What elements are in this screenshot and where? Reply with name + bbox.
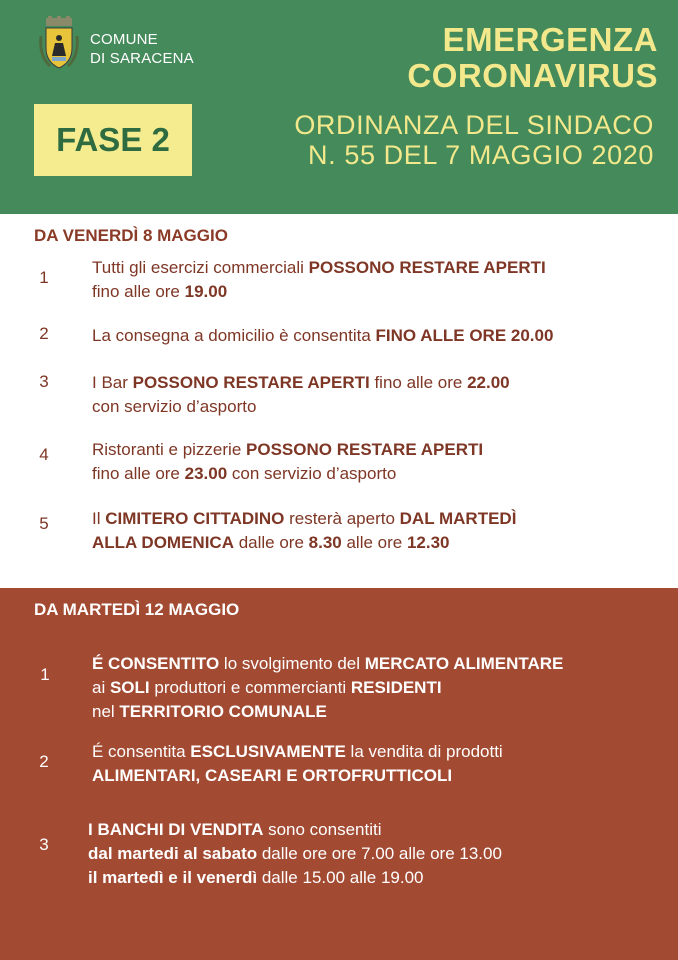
text-run-bold: POSSONO RESTARE APERTI bbox=[132, 373, 370, 392]
fase-label: FASE 2 bbox=[56, 121, 170, 158]
text-run: ai bbox=[92, 678, 110, 697]
item-number: 1 bbox=[40, 665, 50, 684]
section-from-may-8 bbox=[0, 214, 678, 588]
fase-badge bbox=[34, 104, 192, 176]
item-text bbox=[92, 438, 662, 486]
text-run-bold: I BANCHI DI VENDITA bbox=[88, 820, 264, 839]
text-run: produttori e commercianti bbox=[149, 678, 351, 697]
text-run-bold: ALLA DOMENICA bbox=[92, 533, 234, 552]
text-run: dalle ore bbox=[233, 533, 309, 552]
item-text bbox=[92, 740, 662, 788]
text-run: fino alle ore bbox=[369, 373, 468, 392]
item-number: 2 bbox=[39, 752, 49, 771]
text-run: lo svolgimento del bbox=[219, 654, 365, 673]
text-run: Il bbox=[92, 509, 106, 528]
ordinanza-line-2: N. 55 DEL 7 MAGGIO 2020 bbox=[308, 140, 654, 170]
text-run-bold: 23.00 bbox=[184, 464, 228, 483]
text-run-bold: POSSONO RESTARE APERTI bbox=[246, 440, 484, 459]
text-run-bold: É CONSENTITO bbox=[92, 654, 220, 673]
text-run: con servizio d’asporto bbox=[227, 464, 397, 483]
ordinanza-line-1: ORDINANZA DEL SINDACO bbox=[294, 110, 654, 140]
item-text bbox=[92, 324, 662, 348]
section-from-may-12 bbox=[0, 588, 678, 960]
text-run: alle ore bbox=[341, 533, 407, 552]
text-run-bold: FINO ALLE ORE 20.00 bbox=[375, 326, 554, 345]
ordinanza-subtitle bbox=[294, 110, 654, 170]
item-text bbox=[92, 256, 662, 304]
text-run-bold: POSSONO RESTARE APERTI bbox=[308, 258, 546, 277]
text-run: I Bar bbox=[92, 373, 133, 392]
item-text bbox=[92, 652, 662, 724]
text-run: resterà aperto bbox=[284, 509, 400, 528]
text-run: Ristoranti e pizzerie bbox=[92, 440, 247, 459]
text-run: dalle ore ore 7.00 alle ore 13.00 bbox=[257, 844, 502, 863]
text-run-bold: 22.00 bbox=[467, 373, 510, 392]
page-title bbox=[407, 22, 658, 94]
section-heading: DA MARTEDÌ 12 MAGGIO bbox=[34, 600, 240, 619]
text-run: sono consentiti bbox=[263, 820, 382, 839]
item-number: 3 bbox=[39, 835, 49, 854]
section-heading: DA VENERDÌ 8 MAGGIO bbox=[34, 226, 228, 245]
text-run-bold: CIMITERO CITTADINO bbox=[105, 509, 285, 528]
title-line-2: CORONAVIRUS bbox=[407, 57, 658, 94]
coat-of-arms-icon bbox=[38, 16, 80, 72]
comune-line-1: COMUNE bbox=[90, 31, 158, 48]
item-number: 4 bbox=[39, 445, 49, 464]
item-text bbox=[88, 818, 658, 890]
text-run-bold: dal martedi al sabato bbox=[88, 844, 258, 863]
text-run-bold: DAL MARTEDÌ bbox=[399, 509, 517, 528]
text-run: fino alle ore bbox=[92, 464, 185, 483]
item-number: 1 bbox=[39, 268, 49, 287]
text-run-bold: 19.00 bbox=[184, 282, 228, 301]
text-run-bold: 12.30 bbox=[406, 533, 450, 552]
comune-name bbox=[90, 30, 194, 68]
text-run: dalle 15.00 alle 19.00 bbox=[257, 868, 424, 887]
comune-line-2: DI SARACENA bbox=[90, 50, 194, 67]
text-run: con servizio d’asporto bbox=[92, 397, 257, 416]
item-text bbox=[92, 507, 662, 555]
text-run-bold: ALIMENTARI, CASEARI E ORTOFRUTTICOLI bbox=[92, 766, 453, 785]
text-run: Tutti gli esercizi commerciali bbox=[92, 258, 309, 277]
text-run-bold: SOLI bbox=[109, 678, 150, 697]
text-run-bold: MERCATO ALIMENTARE bbox=[364, 654, 564, 673]
title-line-1: EMERGENZA bbox=[442, 21, 658, 58]
text-run: nel bbox=[92, 702, 120, 721]
item-number: 2 bbox=[39, 324, 49, 343]
text-run-bold: 8.30 bbox=[308, 533, 342, 552]
item-number: 5 bbox=[39, 514, 49, 533]
text-run-bold: RESIDENTI bbox=[350, 678, 442, 697]
item-text bbox=[92, 371, 662, 419]
text-run-bold: TERRITORIO COMUNALE bbox=[119, 702, 327, 721]
header-banner bbox=[0, 0, 678, 214]
text-run-bold: ESCLUSIVAMENTE bbox=[190, 742, 346, 761]
item-number: 3 bbox=[39, 372, 49, 391]
text-run: la vendita di prodotti bbox=[345, 742, 503, 761]
text-run: É consentita bbox=[92, 742, 191, 761]
text-run-bold: il martedì e il venerdì bbox=[88, 868, 258, 887]
text-run: La consegna a domicilio è consentita bbox=[92, 326, 376, 345]
text-run: fino alle ore bbox=[92, 282, 185, 301]
